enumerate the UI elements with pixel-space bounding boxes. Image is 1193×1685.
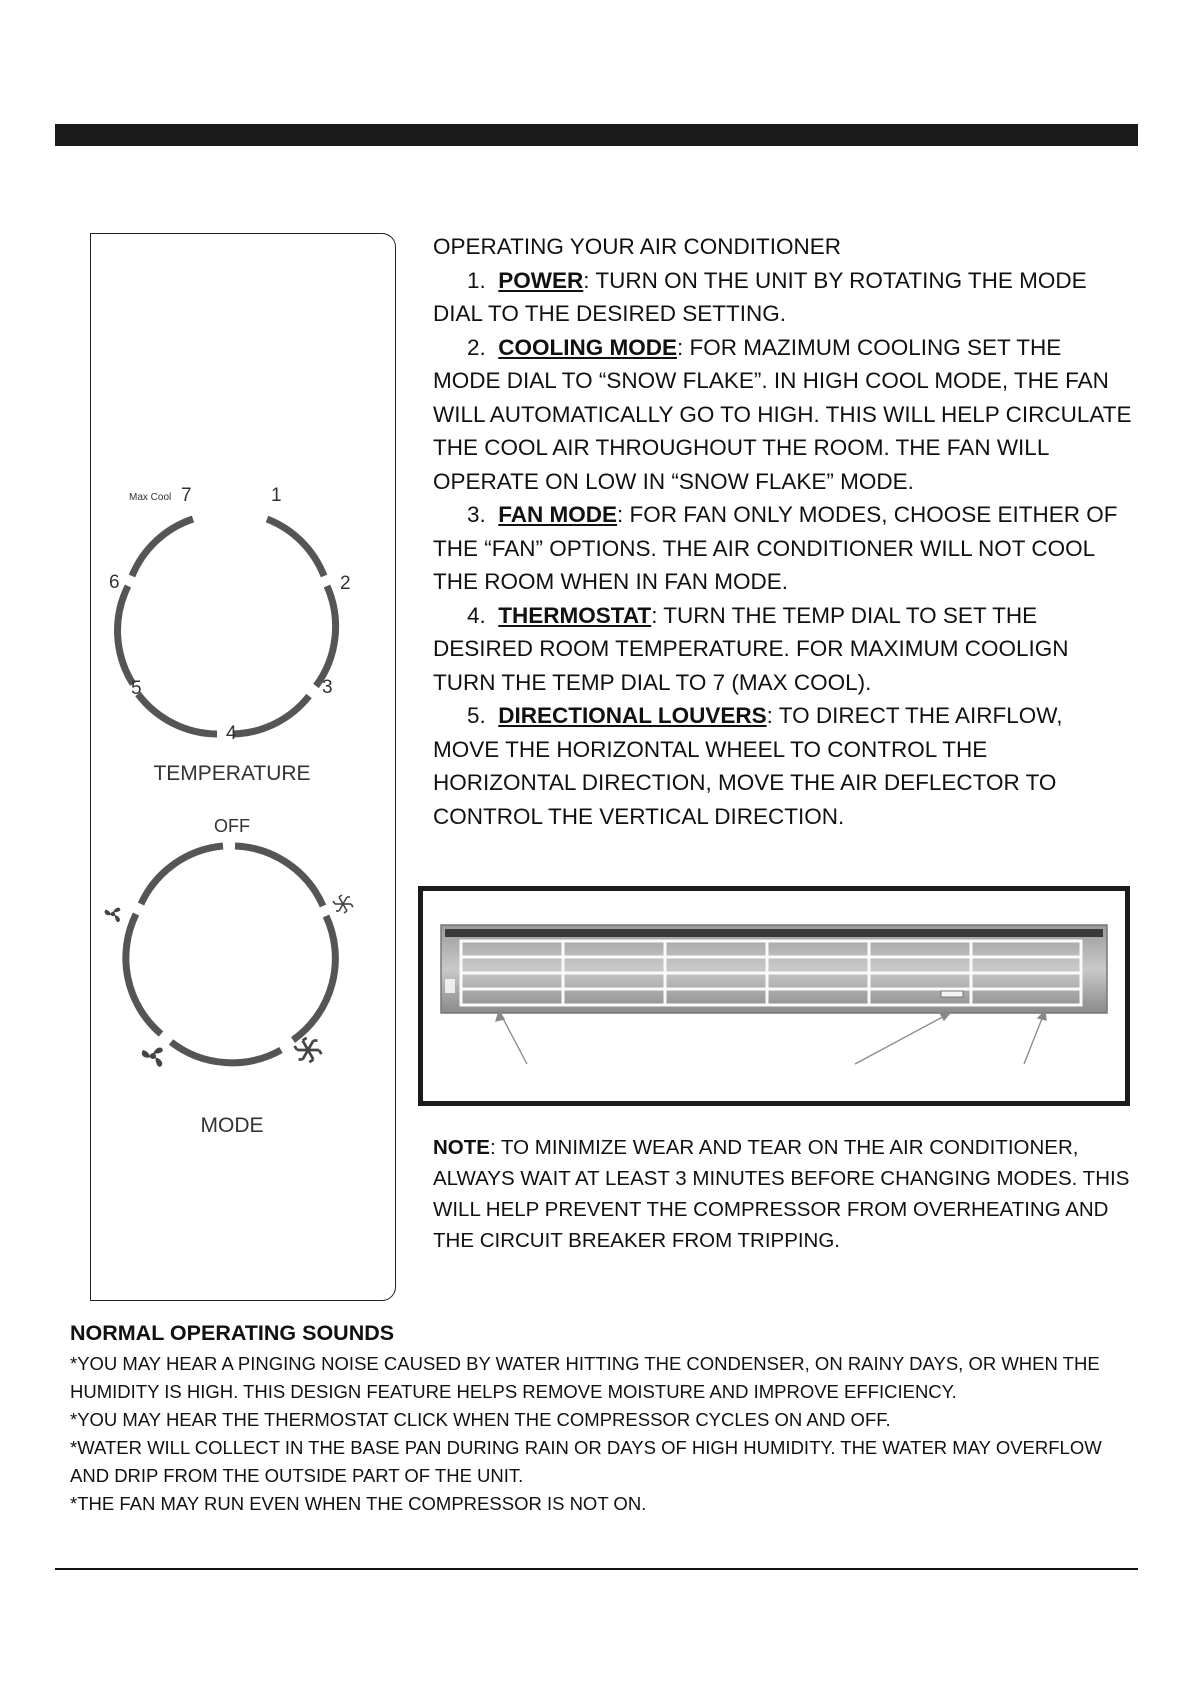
fan-low-icon (105, 908, 121, 923)
operating-instructions (433, 230, 1133, 833)
step-term: POWER (498, 267, 584, 293)
temp-number-2: 2 (340, 573, 351, 594)
air-deflector-tab (941, 991, 963, 997)
step-term: THERMOSTAT (498, 602, 652, 628)
temp-number-5: 5 (131, 678, 142, 699)
temp-number-1: 1 (271, 485, 282, 506)
snowflake-low-icon (333, 895, 353, 913)
step-term: FAN MODE (498, 502, 618, 527)
temp-segment-1-2 (267, 519, 324, 576)
sounds-heading: NORMAL OPERATING SOUNDS (70, 1321, 395, 1345)
note-text: : TO MINIMIZE WEAR AND TEAR ON THE AIR CONDITIONER, ALWAYS WAIT AT LEAST 3 MINUTES BEFORE CHANGING MODES. THIS WILL HELP PREVENT THE COMPRESSOR FROM OVERHEATING AND THE CIRCUIT BREAKER FROM TRIPPING. (433, 1136, 1130, 1252)
temp-segment-4-5 (138, 694, 217, 734)
step-fan-mode (433, 498, 1133, 599)
note-label: NOTE (433, 1136, 490, 1159)
step-term: COOLING MODE (498, 334, 678, 360)
step-number: 4. (467, 602, 486, 628)
temp-number-7: 7 (181, 485, 192, 506)
temp-number-4: 4 (226, 723, 237, 744)
step-power (433, 264, 1133, 331)
step-number: 2. (467, 334, 486, 360)
temperature-dial (118, 519, 336, 734)
temp-segment-6-7 (132, 519, 193, 576)
mode-segment-highfan-lowfan (126, 914, 161, 1034)
sounds-item: *THE FAN MAY RUN EVEN WHEN THE COMPRESSOR IS NOT ON. (70, 1493, 647, 1514)
header-bar (55, 124, 1138, 146)
step-term: DIRECTIONAL LOUVERS (498, 703, 767, 728)
fan-high-icon (142, 1047, 163, 1066)
step-number: 5. (467, 703, 486, 728)
sounds-item: *WATER WILL COLLECT IN THE BASE PAN DURING RAIN OR DAYS OF HIGH HUMIDITY. THE WATER MAY OVERFLOW AND DRIP FROM THE OUTSIDE PART OF THE UNIT. (70, 1437, 1102, 1486)
snowflake-high-icon (295, 1038, 322, 1062)
temp-segment-3-4 (233, 696, 309, 734)
mode-segment-lowfan-off (141, 846, 223, 904)
louver-top-shadow (445, 929, 1103, 937)
sounds-item: *YOU MAY HEAR THE THERMOSTAT CLICK WHEN THE COMPRESSOR CYCLES ON AND OFF. (70, 1409, 891, 1430)
pointer-arrows (496, 1011, 1046, 1064)
sounds-item: *YOU MAY HEAR A PINGING NOISE CAUSED BY WATER HITTING THE CONDENSER, ON RAINY DAYS, OR WHEN THE HUMIDITY IS HIGH. THIS DESIGN FEATURE HELPS REMOVE MOISTURE AND IMPROVE EFFICIENCY. (70, 1353, 1100, 1402)
step-thermostat (433, 599, 1133, 700)
louver-wheel (445, 979, 455, 993)
louver-housing (441, 925, 1107, 1013)
footer-rule (55, 1568, 1138, 1570)
mode-segment-off-cool (235, 846, 323, 906)
step-number: 1. (467, 267, 486, 293)
temp-segment-2-3 (316, 586, 336, 686)
mode-segment-cool-highcool (293, 916, 335, 1040)
step-text: : FOR FAN ONLY MODES, CHOOSE EITHER OF THE “FAN” OPTIONS. THE AIR CONDITIONER WILL NOT COOL THE ROOM WHEN IN FAN MODE. (433, 502, 1118, 594)
step-text: : TO DIRECT THE AIRFLOW, MOVE THE HORIZONTAL WHEEL TO CONTROL THE HORIZONTAL DIRECTION, MOVE THE AIR DEFLECTOR TO CONTROL THE VERTICAL DIRECTION. (433, 703, 1063, 829)
step-text: : TURN THE TEMP DIAL TO SET THE DESIRED ROOM TEMPERATURE. FOR MAXIMUM COOLIGN TURN THE TEMP DIAL TO 7 (MAX COOL). (433, 602, 1069, 695)
step-cooling-mode (433, 331, 1133, 499)
temp-number-3: 3 (322, 677, 333, 698)
note-block (433, 1132, 1133, 1256)
max-cool-label: Max Cool (129, 492, 172, 503)
temp-segment-5-6 (118, 586, 133, 684)
temperature-label: TEMPERATURE (153, 762, 311, 785)
operating-sounds-section (70, 1318, 1140, 1518)
temp-number-6: 6 (109, 572, 120, 593)
step-text: : FOR MAZIMUM COOLING SET THE MODE DIAL TO “SNOW FLAKE”. IN HIGH COOL MODE, THE FAN WILL AUTOMATICALLY GO TO HIGH. THIS WILL HELP CIRCULATE THE COOL AIR THROUGHOUT THE ROOM. THE FAN WILL OPERATE ON LOW IN “SNOW FLAKE” MODE. (433, 334, 1132, 494)
louver-illustration (418, 886, 1130, 1106)
mode-off-label: OFF (214, 816, 250, 836)
instructions-title: OPERATING YOUR AIR CONDITIONER (433, 234, 841, 259)
step-directional-louvers (433, 699, 1133, 833)
step-number: 3. (467, 502, 486, 527)
step-text: : TURN ON THE UNIT BY ROTATING THE MODE DIAL TO THE DESIRED SETTING. (433, 267, 1087, 326)
control-panel-illustration (90, 233, 396, 1301)
mode-dial (126, 846, 336, 1063)
mode-label: MODE (200, 1114, 264, 1137)
mode-segment-highcool-highfan (171, 1042, 281, 1063)
louver-graphic (423, 891, 1125, 1101)
